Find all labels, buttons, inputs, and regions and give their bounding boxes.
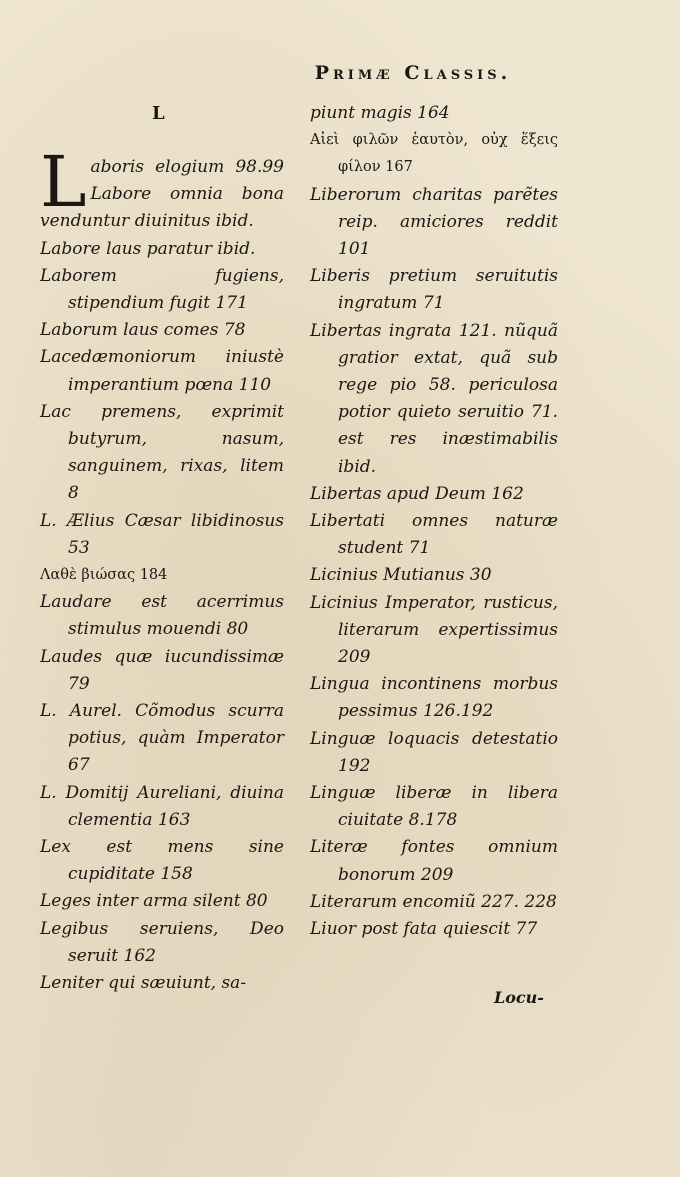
index-entry (310, 889, 558, 916)
index-entry (40, 317, 284, 344)
entry-text: Libertas ingrata 121. nũquã gratior extat, quã sub rege pio 58. periculosa potior quieto seruitio 71. est res inæstimabilis ibid. (310, 320, 558, 477)
entry-text: Libertati omnes naturæ student 71 (310, 511, 558, 559)
entry-text: Linguæ liberæ in libera ciuitate 8.178 (310, 783, 558, 831)
index-entry (40, 589, 284, 643)
index-entry (40, 888, 284, 915)
entry-text: Lex est mens sine cupiditate 158 (40, 837, 284, 885)
index-entry (310, 562, 558, 589)
entry-text: Laborum laus comes 78 (40, 320, 246, 341)
entry-text: Licinius Imperator, rusticus, literarum expertissimus 209 (310, 592, 558, 668)
index-entry (310, 508, 558, 562)
index-entry (40, 644, 284, 698)
index-entry (310, 318, 558, 481)
index-entry (40, 263, 284, 317)
index-entry (40, 698, 284, 780)
index-entry (40, 970, 284, 997)
index-entry (310, 780, 558, 834)
index-entry (40, 399, 284, 508)
index-entry (310, 100, 558, 127)
entry-text: Leniter qui sæuiunt, sa- (40, 973, 247, 994)
right-column (310, 100, 558, 943)
index-entry (310, 916, 558, 943)
index-entry (40, 236, 284, 263)
index-entry (310, 481, 558, 508)
entry-text: Linguæ loquacis detestatio 192 (310, 728, 558, 776)
index-entry (40, 508, 284, 562)
index-entry (310, 127, 558, 181)
running-header (0, 62, 680, 84)
entry-text: Lacedæmoniorum iniustè imperantium pœna 110 (40, 347, 284, 395)
entry-text: Liuor post fata quiescit 77 (310, 919, 538, 940)
entry-text: Literæ fontes omnium bonorum 209 (310, 837, 558, 885)
entry-text: Licinius Mutianus 30 (310, 565, 492, 586)
entry-text: Libertas apud Deum 162 (310, 483, 524, 504)
index-entry (40, 834, 284, 888)
entry-text: Legibus seruiens, Deo seruit 162 (40, 918, 284, 966)
catchword: Locu- (494, 988, 544, 1007)
running-title: Primæ Classis. (314, 62, 512, 84)
index-entry (40, 562, 284, 589)
entry-text: Αἰεὶ φιλῶν ἑαυτὸν, οὐχ ἕξεις φίλον 167 (310, 132, 558, 176)
entry-text: Leges inter arma silent 80 (40, 891, 268, 912)
index-entry (310, 671, 558, 725)
index-entry (310, 590, 558, 672)
entry-text: aboris elogium 98.99 Labore omnia bona venduntur diuinitus ibid. (40, 157, 284, 232)
entry-text: Liberorum charitas parẽtes reip. amiciores reddit 101 (310, 184, 558, 260)
index-entry (40, 916, 284, 970)
entry-text: Laudare est acerrimus stimulus mouendi 80 (40, 592, 284, 640)
section-letter: L (152, 103, 165, 124)
index-entry (310, 726, 558, 780)
left-column (40, 100, 284, 997)
entry-text: Laborem fugiens, stipendium fugit 171 (40, 265, 284, 314)
index-entry (40, 780, 284, 834)
entry-text: piunt magis 164 (310, 103, 450, 123)
index-entry (40, 344, 284, 398)
index-entry (310, 263, 558, 317)
entry-text: Liberis pretium seruitutis ingratum 71 (310, 266, 558, 314)
index-entry (40, 141, 284, 236)
entry-text: L. Domitij Aureliani, diuina clementia 163 (40, 782, 284, 830)
entry-text: L. Aurel. Cõmodus scurra potius, quàm Imperator 67 (40, 701, 284, 776)
entry-text: Λαθὲ βιώσας 184 (40, 567, 168, 584)
entry-text: Lingua incontinens morbus pessimus 126.192 (310, 674, 558, 722)
entry-text: L. Ælius Cæsar libidinosus 53 (40, 510, 284, 558)
entry-text: Laudes quæ iucundissimæ 79 (40, 646, 284, 694)
entry-text: Labore laus paratur ibid. (40, 238, 256, 259)
entry-text: Lac premens, exprimit butyrum, nasum, sanguinem, rixas, litem 8 (40, 401, 284, 504)
index-entry (310, 182, 558, 264)
index-entry (310, 834, 558, 888)
entry-text: Literarum encomiũ 227. 228 (310, 891, 557, 912)
drop-cap: L (40, 141, 87, 223)
